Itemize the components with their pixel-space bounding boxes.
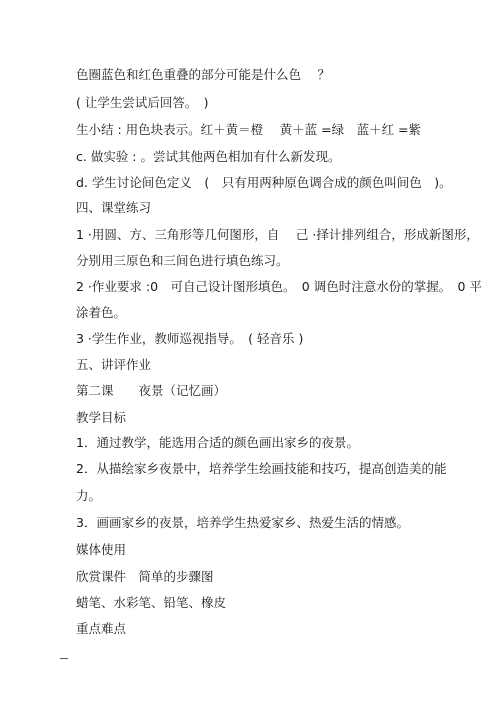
text-line: 力。: [76, 488, 102, 503]
text-line: 1．通过教学，能选用合适的颜色画出家乡的夜景。: [76, 435, 359, 450]
footer-rule: [60, 658, 68, 659]
text-line: 色圈蓝色和红色重叠的部分可能是什么色 ？: [76, 67, 330, 82]
text-line: 欣赏课件 简单的步骤图: [76, 569, 214, 584]
text-line: c. 做实验 : 。尝试其他两色相加有什么新发现。: [76, 149, 341, 164]
lesson-title: 第二课 夜景（记忆画）: [76, 383, 227, 398]
section-heading: 教学目标: [76, 410, 127, 425]
section-heading: 四、课堂练习: [76, 200, 152, 215]
section-heading: 媒体使用: [76, 542, 127, 557]
text-line: 3．画画家乡的夜景，培养学生热爱家乡、热爱生活的情感。: [76, 515, 409, 530]
section-heading: 重点难点: [76, 621, 127, 636]
text-line: 3 ·学生作业，教师巡视指导。 ( 轻音乐 ): [76, 331, 304, 346]
text-line: 蜡笔、水彩笔、铅笔、橡皮: [76, 595, 227, 610]
text-line: 2 ·作业要求 :0 可自己设计图形填色。 0 调色时注意水份的掌握。 0 平: [76, 279, 482, 294]
text-line: 2．从描绘家乡夜景中，培养学生绘画技能和技巧，提高创造美的能: [76, 461, 447, 476]
text-line: d. 学生讨论间色定义 ( 只有用两种原色调合成的颜色叫间色 )。: [76, 175, 452, 190]
text-line: ( 让学生尝试后回答。 ): [76, 95, 209, 110]
text-line: 涂着色。: [76, 305, 127, 320]
text-line: 分别用三原色和三间色进行填色练习。: [76, 253, 289, 268]
text-line: 生小结 : 用色块表示。红＋黄＝橙 黄＋蓝 =绿 蓝＋红 =紫: [76, 122, 422, 137]
text-line: 1 ·用圆、方、三角形等几何图形，自 己 ·择计排列组合，形成新图形，: [76, 227, 479, 242]
section-heading: 五、讲评作业: [76, 357, 152, 372]
